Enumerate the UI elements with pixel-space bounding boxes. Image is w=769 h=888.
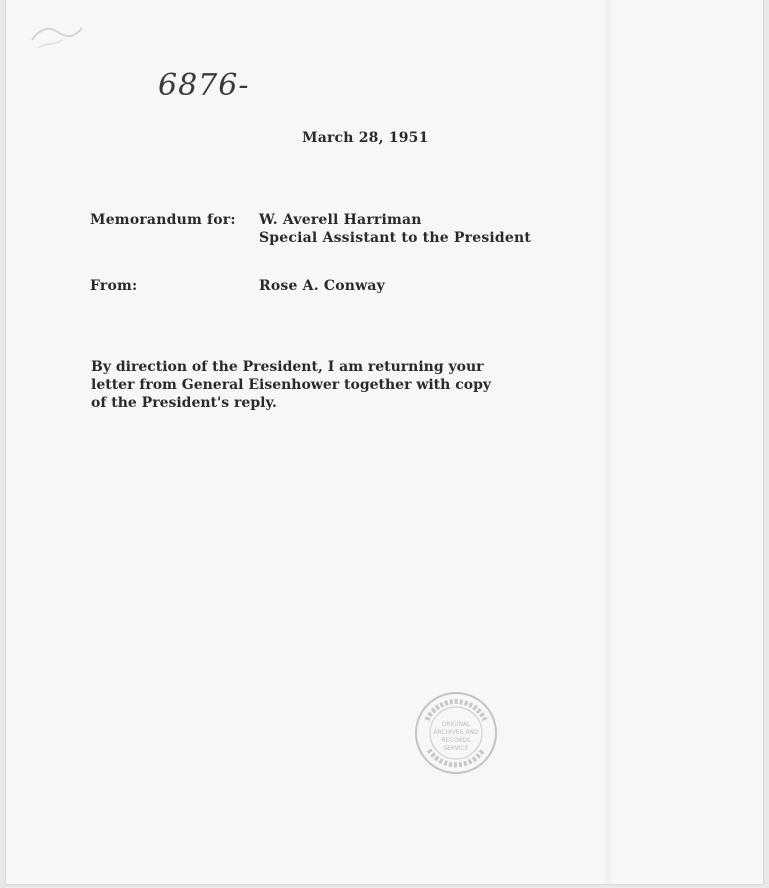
paper-crease bbox=[603, 0, 613, 884]
svg-text:SERVICE: SERVICE bbox=[443, 745, 469, 752]
handwritten-file-number: 6876- bbox=[158, 68, 250, 103]
memo-page bbox=[6, 0, 763, 884]
svg-text:ARCHIVES AND: ARCHIVES AND bbox=[433, 729, 479, 736]
memo-date: March 28, 1951 bbox=[302, 130, 429, 146]
body-line: By direction of the President, I am returning your bbox=[91, 359, 484, 375]
faded-corner-mark bbox=[28, 18, 88, 58]
body-line: letter from General Eisenhower together with copy bbox=[91, 377, 491, 393]
from-label: From: bbox=[90, 278, 138, 294]
recipient-name: W. Averell Harriman bbox=[259, 212, 422, 228]
recipient-title: Special Assistant to the President bbox=[259, 230, 532, 246]
body-line: of the President's reply. bbox=[91, 395, 277, 411]
svg-text:ORIGINAL: ORIGINAL bbox=[441, 721, 471, 728]
memo-body bbox=[91, 358, 531, 412]
memorandum-label: Memorandum for: bbox=[90, 212, 236, 228]
sender-name: Rose A. Conway bbox=[259, 278, 385, 294]
archive-seal-stamp bbox=[413, 690, 499, 776]
svg-text:RECORDS: RECORDS bbox=[441, 737, 471, 744]
